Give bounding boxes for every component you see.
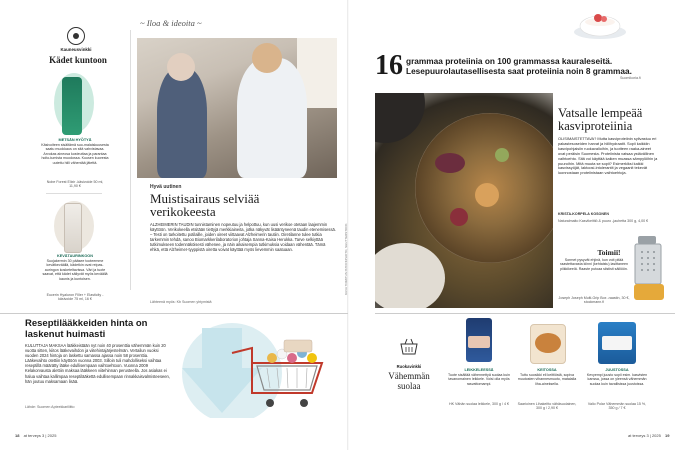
beauty-category: Kauneusvinkki bbox=[60, 47, 92, 52]
soup-package-icon bbox=[530, 324, 566, 364]
grater-title: Toimii! bbox=[597, 248, 621, 257]
cheese-package-icon bbox=[598, 322, 636, 364]
memory-body: ALZHEIMERIN TAUDIN tunnistaminen nopeutuu ja helpottuu, kun uusi verikoe otetaan laajemmin käyttöön. Verikokeella etsitään tiettyjä merkkiaineita, jotka näkyvät lisääntyneenä taudin etenemisessä. – Testi on tarkoitettu potilaille, joiden oireet viittaavat Alzheimerin tautiin. Oiretilanne tulee tutkia tarkemmin tehdä, sanoo Biomarkkerilaboratorion johtaja Sanna-Kaisa Herukka. Tarve selkiyttää tutkimukseen todennäköisesti vähenee, ja näin aikaisempia tutkimuksia voidaan vähentää. Tämä ehkä, että Alzheimer-tyyppistä oiretta voivat käyttää myös lievemmin saatuaan. bbox=[150, 222, 336, 253]
snack1-product: HK Vähän suolaa leikkele, 300 g / 4 € bbox=[449, 402, 509, 406]
sidebar-divider bbox=[46, 193, 102, 194]
section-title: ~ Iloa & ideoita ~ bbox=[140, 18, 202, 28]
footer-left bbox=[15, 433, 56, 438]
shopping-basket-icon bbox=[398, 338, 420, 356]
snacks-rule bbox=[375, 313, 675, 314]
item1-body: Käsivoiteen sisältämä suo-malaiskuusesta saatu muokkaus on sitä vahvistavaa. Arvokas aineosa kosteuttaa ja parantaa hoito-tumista muodossa. Kuusen kuoresta uutettu hiili vähentää jätettä. bbox=[41, 143, 109, 165]
footer-right-page: 19 bbox=[664, 433, 670, 438]
protein-body: OLISIMAISTETTAVA? Mutta kasviproteiinin sylivastuu eri pakastesoseiden harvat ja hiilihydraatit. Sopii kaikkiin kasvipohjaisiin ruokavalioihin, ja tuotteen raaka-aineet ovat peräisin Suomesta. Proteiinista vatsaa ystävällinen vaihtoehto. Sitä voi käyttää kaiken muassa sämpylöihin ja puuroihin. Mitä muuta se sopii? Esimerkiksi kaikki kasvissyöjät, laktoosi-intolerantit ja vegaanit tekevät luonnostaan proteiinistaan vaihtoehtoja. bbox=[558, 136, 658, 176]
footer-right-magazine: at terveys 3 | 2025 bbox=[628, 433, 661, 438]
headline-number: 16 bbox=[375, 50, 403, 81]
snack3-body: Kevyempi juusto sopii esim. kasvisten kanssa, jossa on yleensä vähemmän suolaa kuin tavallisissa juustoissa. bbox=[586, 373, 648, 386]
doctor-patient-photo bbox=[137, 38, 337, 178]
eucerin-tube-icon bbox=[64, 203, 82, 253]
beauty-title: Kädet kuntoon bbox=[49, 55, 107, 65]
beauty-sidebar bbox=[40, 25, 128, 302]
footer-left-page: 18 bbox=[15, 433, 20, 438]
protein-product: Naturalmaito Kasvikeittiö & puuro -jauhetta 300 g, 4,00 € bbox=[558, 219, 649, 223]
item2-product: Eucerin Hyaluron Filler + Elasticity -käsivoide 75 ml, 16 € bbox=[46, 293, 104, 302]
item1-product: Nobe Forest Elixir -käsivoide 50 ml, 11,90 € bbox=[46, 180, 104, 189]
medicine-title: Reseptilääkkeiden hinta on laskenut huimasti bbox=[25, 318, 148, 340]
memory-kicker: Hyvä uutinen bbox=[150, 184, 182, 190]
snack3-product: Valio Polar Vähemmän suolaa 15 %, 350 g / 7 € bbox=[587, 402, 647, 411]
grater-icon bbox=[632, 236, 666, 302]
snacks-title: Vähemmän suolaa bbox=[388, 371, 430, 391]
item1-heading: METSÄN HYÖTYÄ bbox=[58, 138, 92, 142]
headline-source: Suomikoria.fi bbox=[620, 76, 641, 80]
hand-cream-tube-icon bbox=[62, 77, 82, 135]
item2-body: Suojakermin 30 pääsee tooteemme kevätkeväällä, kädetkin ovat reipas-auringon kosketeltavissa. Väri ja tuote saavat, että kädet säilyvät myös keväällä kaunis ja kuntoisen. bbox=[42, 259, 108, 281]
protein-author: KRISTA-KORPELA KOSONEN bbox=[558, 212, 609, 216]
grater-product: Joseph Joseph Multi-Grip Box -raastin, 30 €, stockmann.fi bbox=[558, 296, 630, 305]
protein-dish-photo bbox=[375, 93, 553, 308]
item2-heading: KEVÄTAURINKOON bbox=[57, 254, 93, 258]
snack1-heading: LEIKKELEESSÄ bbox=[464, 368, 494, 372]
yogurt-bowl-icon bbox=[574, 12, 626, 40]
vertical-credit: KUVA TOIMITUS ISTOCKPHOTO, SHUTTERSTOCK bbox=[344, 223, 348, 295]
memory-source: Lähteenä myös: Kb Suomen yhtymistä bbox=[150, 300, 212, 304]
footer-right bbox=[628, 433, 669, 438]
memory-title: Muistisairaus selviää verikokeesta bbox=[150, 191, 260, 219]
sidebar-rule bbox=[130, 30, 131, 290]
snack2-product: Saarioinen Lihakeitto vähäsuolainen, 300 g / 2,90 € bbox=[517, 402, 577, 411]
snack1-body: Tuote sisältää vähennettyä suolaa kuin tavanomainen leikkele. Voisi olla myös rasvattomampi. bbox=[448, 373, 510, 386]
snack3-heading: JUUSTOSSA bbox=[605, 368, 629, 372]
protein-title: Vatsalle lempeää kasviproteiinia bbox=[558, 106, 643, 133]
cold-cut-package-icon bbox=[466, 318, 492, 362]
beauty-icon bbox=[67, 27, 85, 45]
medicine-body: KULUTTAJA MAKSAA lääkkeistään nyt noin 40 prosenttia vähemmän kuin 20 vuotta sitten, kiitos lääkevaihdon ja viitehintajärjestelmän. Vertailun vuoksi vuoden 2024 hintoja on laskettu samassa ajassa noin 58 prosenttia. Lääkevaihto otettiin käyttöön vuonna 2003. Silloin tuli mahdolliseksi vaihtaa reseptillä määrätty lääke edullisempaan vaihtoehtoon. Vuonna 2009 Kelakorvausta alettiin maksaa lääkkeen viitehinnan perusteella. Jos asiakas ei halua vaihtaa kallimpaa reseptilääkettä edullisempaan rinnakkaisvalmisteeseen, hän joutuu maksamaan lisää. bbox=[25, 343, 170, 384]
headline-text: grammaa proteiinia on 100 grammassa kauraleseitä. Lesepuurolautasellisesta saat proteiinia noin 8 grammaa. bbox=[406, 56, 632, 76]
snack2-heading: KEITOSSA bbox=[537, 368, 557, 372]
footer-left-magazine: at terveys 3 | 2025 bbox=[23, 433, 57, 438]
grater-body: Sormet pysyvät ehjinä, kun voit pitää raastettavasta kiinni (kehtaistu) lasittaneen piikkikeelä. Raaste putoaa siististi säiliöön. bbox=[560, 258, 628, 271]
price-drop-arrow-cart-illustration bbox=[172, 318, 342, 418]
medicine-source: Lähde: Suomen Apteekkariliitto bbox=[25, 405, 75, 409]
snacks-category: Ruokavinkki bbox=[396, 364, 422, 369]
section-rule bbox=[0, 313, 348, 314]
snack2-body: Tuttu suosikki eli keittiöstä, sopiva muutosten vihannesmuoto, matalalla liha-aineksella. bbox=[517, 373, 577, 386]
